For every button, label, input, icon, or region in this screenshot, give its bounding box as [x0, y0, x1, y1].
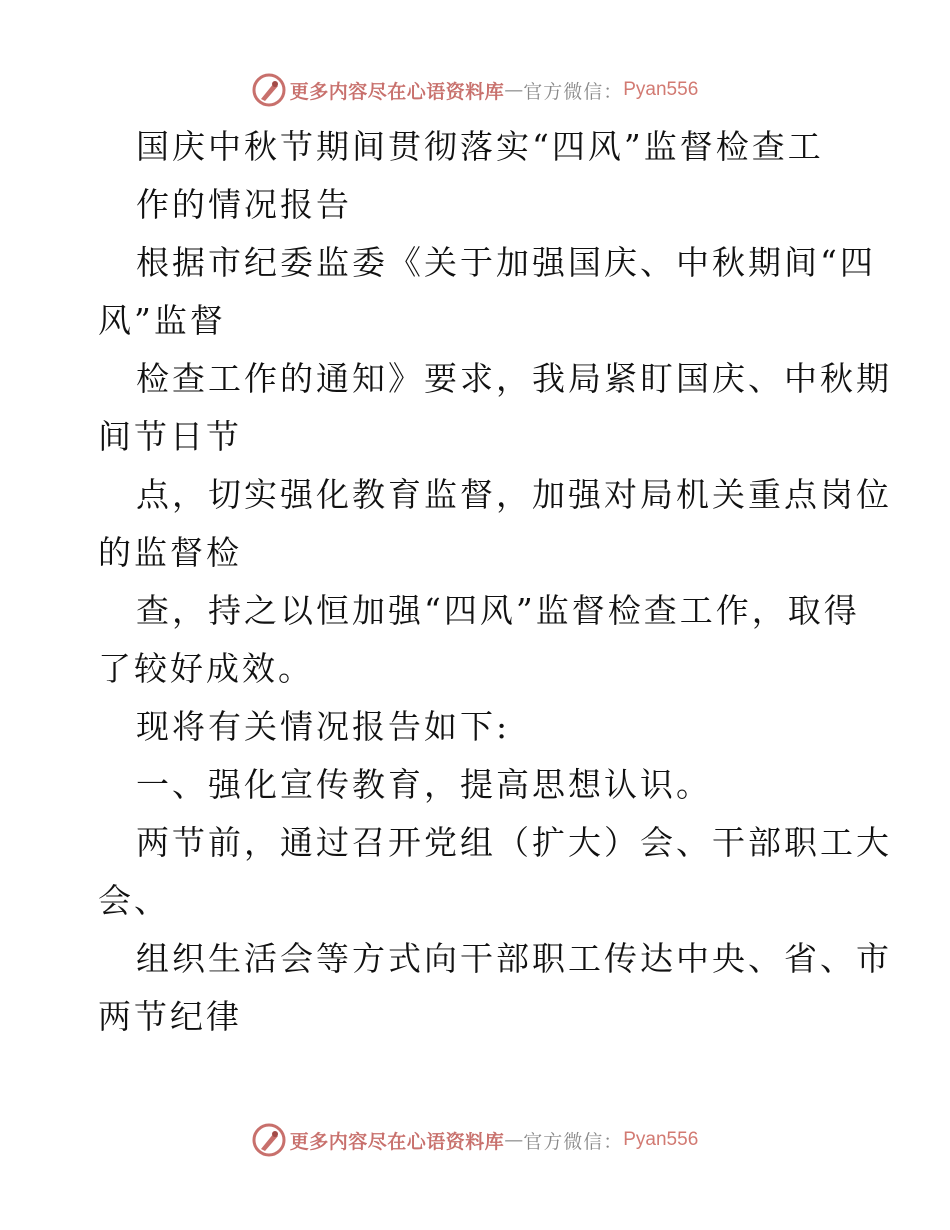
paragraph-line: 间节日节 — [98, 417, 242, 456]
title-line-1: 国庆中秋节期间贯彻落实“四风”监督检查工 — [136, 127, 824, 166]
footer-wechat-label: 官方微信： — [523, 1130, 624, 1153]
paragraph-line: 了较好成效。 — [98, 649, 314, 688]
section-heading: 一、强化宣传教育，提高思想认识。 — [136, 765, 712, 804]
paragraph-line: 点，切实强化教育监督，加强对局机关重点岗位 — [136, 475, 892, 514]
footer-wechat-id: Pyan556 — [623, 1129, 699, 1150]
paragraph-line: 会、 — [98, 881, 170, 920]
pen-logo-icon — [252, 1123, 286, 1157]
paragraph-line: 现将有关情况报告如下: — [136, 707, 511, 746]
title-line-2: 作的情况报告 — [136, 185, 352, 224]
header-banner — [0, 70, 950, 110]
paragraph-line: 根据市纪委监委《关于加强国庆、中秋期间“四 — [136, 243, 876, 282]
paragraph-line: 风”监督 — [98, 301, 226, 340]
paragraph-line: 两节纪律 — [98, 997, 242, 1036]
footer-separator: — — [504, 1129, 524, 1151]
header-wechat-id: Pyan556 — [623, 79, 699, 100]
paragraph-line: 组织生活会等方式向干部职工传达中央、省、市 — [136, 939, 892, 978]
footer-banner — [0, 1120, 950, 1160]
paragraph-line: 检查工作的通知》要求，我局紧盯国庆、中秋期 — [136, 359, 892, 398]
pen-logo-icon — [252, 73, 286, 107]
paragraph-line: 查，持之以恒加强“四风”监督检查工作，取得 — [136, 591, 860, 630]
document-body — [98, 118, 892, 1046]
header-separator: — — [504, 79, 524, 101]
paragraph-line: 的监督检 — [98, 533, 242, 572]
paragraph-line: 两节前，通过召开党组（扩大）会、干部职工大 — [136, 823, 892, 862]
header-wechat-label: 官方微信： — [523, 80, 624, 103]
header-promo-text: 更多内容尽在心语资料库 — [289, 80, 505, 103]
footer-promo-text: 更多内容尽在心语资料库 — [289, 1130, 505, 1153]
